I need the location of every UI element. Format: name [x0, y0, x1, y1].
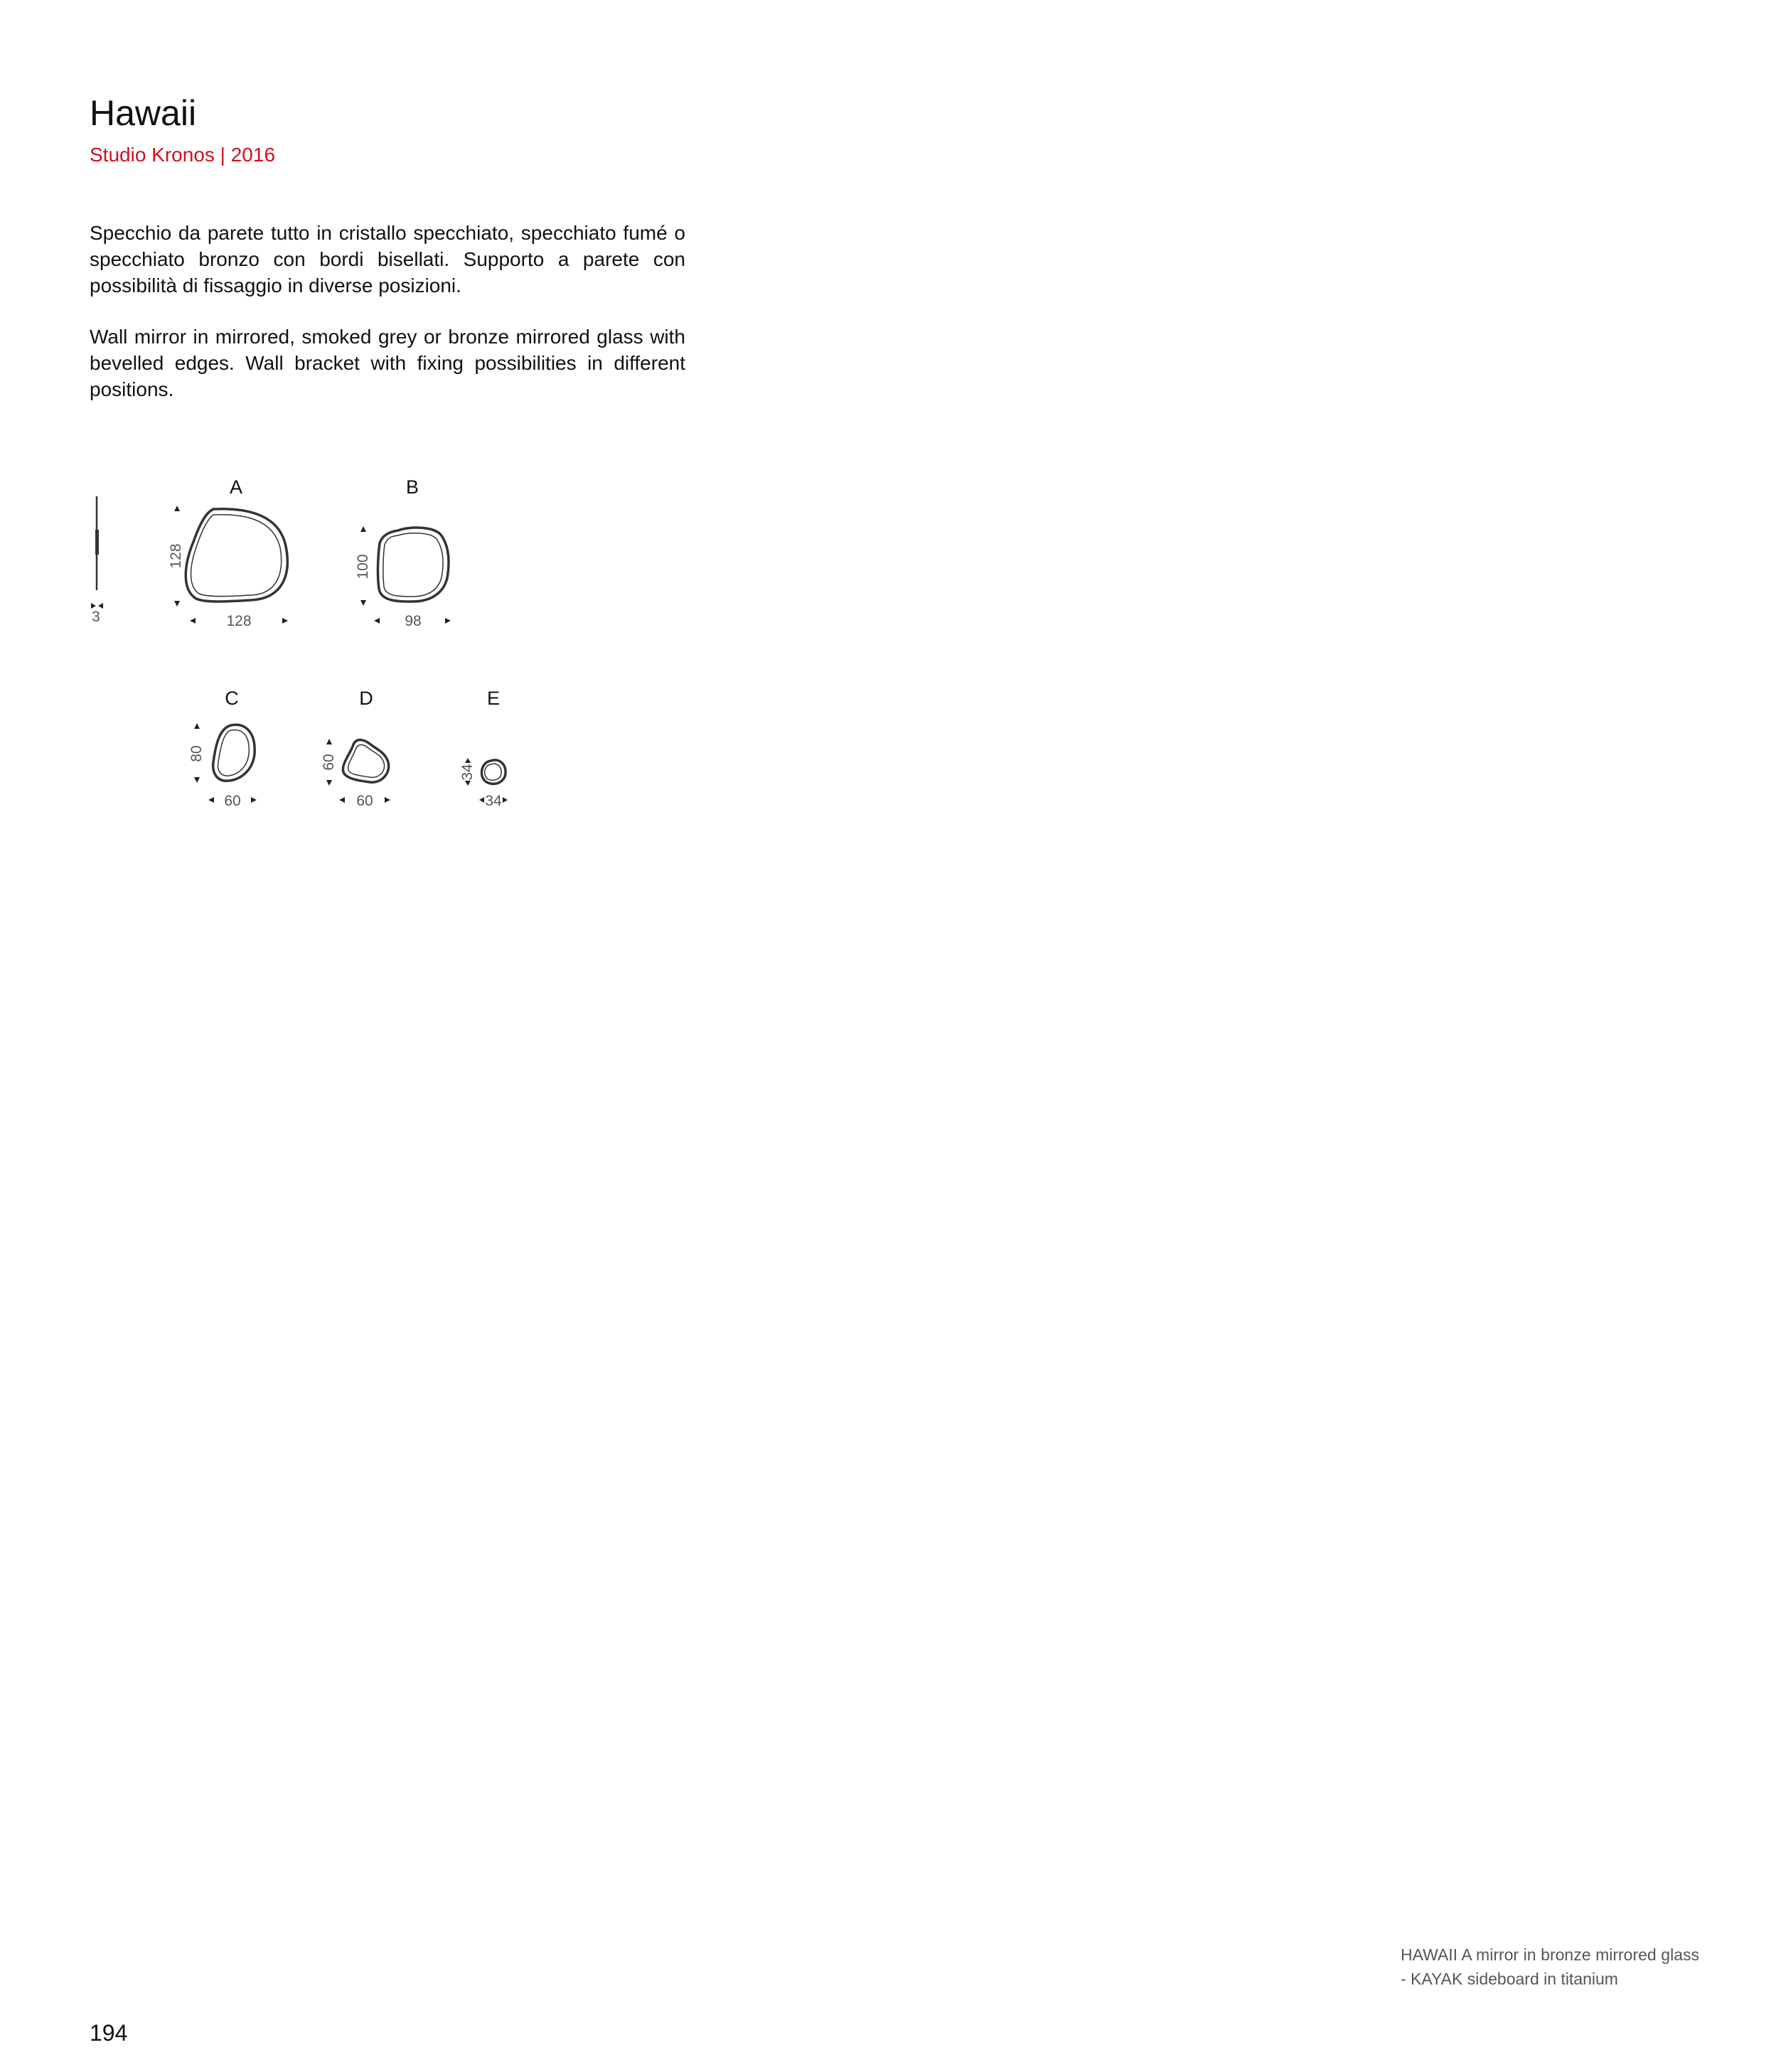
profile-arrow-right: [98, 603, 103, 609]
d-height-arrow-top: [326, 739, 332, 744]
model-e-label: E: [486, 688, 501, 709]
b-width-arrow-left: [374, 618, 380, 624]
profile-bracket: [95, 530, 99, 555]
a-height-arrow-bottom: [174, 601, 180, 607]
b-height-arrow-bottom: [360, 600, 366, 606]
model-e-width: 34: [485, 793, 502, 809]
d-height-arrow-bottom: [326, 780, 332, 786]
c-height-arrow-top: [194, 723, 200, 729]
model-c-drawing: [188, 688, 257, 809]
model-e-drawing: [459, 688, 508, 809]
side-profile: [91, 496, 103, 625]
e-width-arrow-left: [479, 797, 484, 803]
model-d-width: 60: [356, 793, 373, 809]
profile-depth: 3: [92, 609, 100, 625]
product-title: Hawaii: [90, 93, 197, 133]
c-width-arrow-right: [251, 797, 257, 803]
model-c-label: C: [225, 688, 239, 709]
b-width-arrow-right: [445, 618, 451, 624]
a-height-arrow-top: [174, 506, 180, 511]
model-a-height: 128: [168, 543, 184, 569]
d-width-arrow-left: [339, 797, 345, 803]
b-height-arrow-top: [360, 526, 366, 532]
c-width-arrow-left: [208, 797, 214, 803]
model-a-label: A: [229, 476, 243, 498]
profile-arrow-left: [91, 603, 96, 609]
model-e-height: 34: [459, 764, 476, 781]
model-d-drawing: [321, 688, 390, 809]
model-a-width: 128: [226, 613, 252, 629]
designer-year: Studio Kronos | 2016: [90, 144, 276, 166]
model-d-height: 60: [321, 754, 337, 771]
page-number: 194: [90, 2020, 128, 2046]
a-width-arrow-right: [282, 618, 288, 624]
e-height-arrow-bottom: [465, 781, 471, 786]
e-width-arrow-right: [503, 797, 508, 803]
e-height-arrow-top: [465, 758, 471, 763]
dimension-drawings: [0, 0, 1776, 853]
d-width-arrow-right: [385, 797, 390, 803]
model-b-drawing: [355, 476, 451, 629]
c-height-arrow-bottom: [194, 777, 200, 783]
model-b-width: 98: [405, 613, 422, 629]
model-b-height: 100: [355, 554, 371, 580]
description-english: Wall mirror in mirrored, smoked grey or bronze mirrored glass with bevelled edges. Wall bracket with fixing possibilities in different positions.: [90, 326, 685, 400]
model-a-drawing: [168, 476, 288, 629]
model-b-label: B: [405, 476, 419, 498]
model-c-height: 80: [188, 745, 205, 762]
a-width-arrow-left: [190, 618, 196, 624]
description-italian: Specchio da parete tutto in cristallo specchiato, specchiato fumé o specchiato bronzo con bordi bisellati. Supporto a parete con possibilità di fissaggio in diverse posizioni.: [90, 222, 685, 297]
model-d-label: D: [359, 688, 373, 709]
model-c-width: 60: [224, 793, 241, 809]
photo-caption: HAWAII A mirror in bronze mirrored glass - KAYAK sideboard in titanium: [1401, 1945, 1699, 1988]
